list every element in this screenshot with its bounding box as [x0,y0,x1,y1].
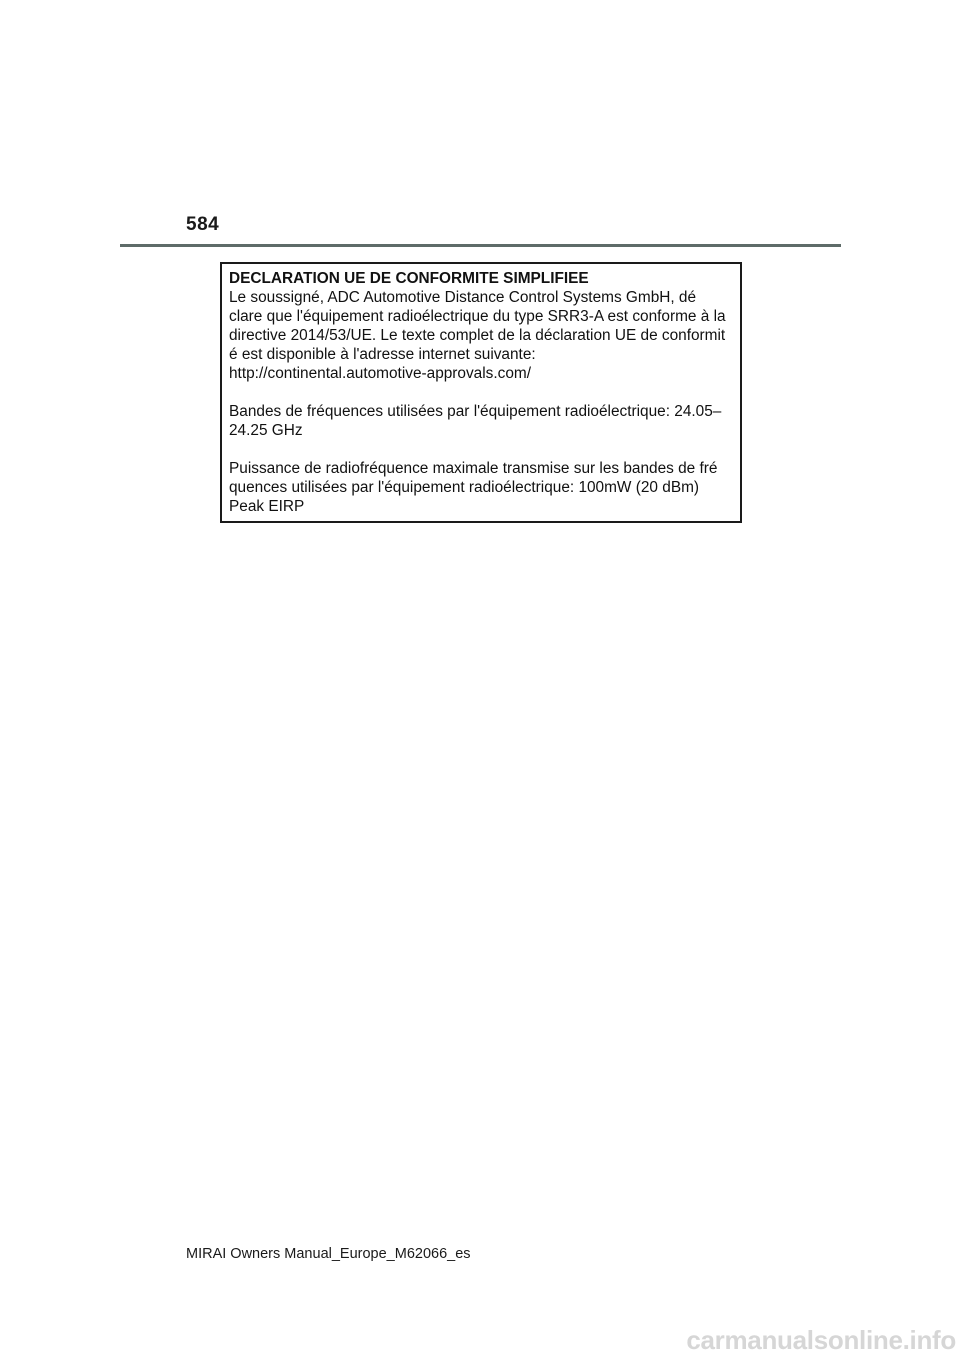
declaration-paragraph-frequency: Bandes de fréquences utilisées par l'équipement radioélectrique: 24.05– 24.25 GHz [229,403,722,439]
declaration-paragraph-conformity: Le soussigné, ADC Automotive Distance Control Systems GmbH, dé clare que l'équipement radioélectrique du type SRR3-A est conforme à la directive 2014/53/UE. Le texte complet de la déclaration UE de conformit é est disponible à l'adresse internet suivante: http://continental.automotive-approvals.com/ [229,289,726,382]
paragraph-spacer [229,383,732,402]
header-rule [120,244,841,247]
declaration-title: DECLARATION UE DE CONFORMITE SIMPLIFIEE [229,270,589,287]
page-number: 584 [186,214,220,235]
watermark-logo: carmanualsonline.info [686,1325,956,1355]
footer-document-id: MIRAI Owners Manual_Europe_M62066_es [186,1246,471,1262]
declaration-paragraph-power: Puissance de radiofréquence maximale transmise sur les bandes de fré quences utilisées par l'équipement radioélectrique: 100mW (20 dBm) Peak EIRP [229,460,718,515]
declaration-box [220,262,742,523]
paragraph-spacer [229,440,732,459]
